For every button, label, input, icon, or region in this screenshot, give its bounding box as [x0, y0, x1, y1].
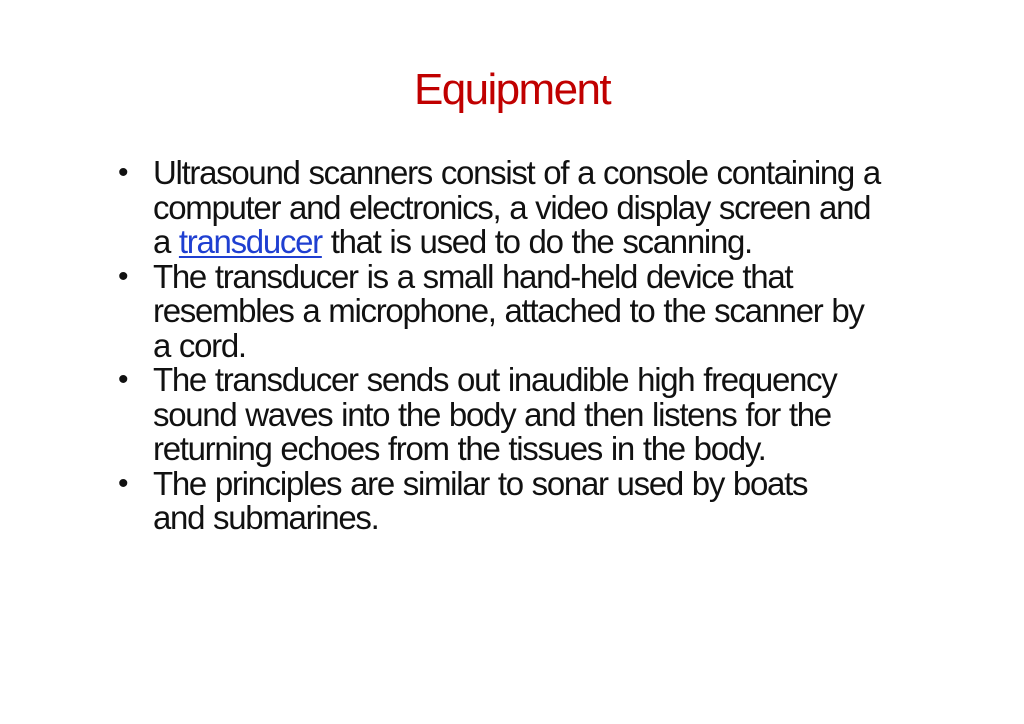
bullet-4-line-1: The principles are similar to sonar used by boats: [153, 464, 808, 502]
bullet-2-line-3: a cord.: [153, 326, 246, 364]
bullet-2-line-2: resembles a microphone, attached to the scanner by: [153, 292, 864, 329]
bullet-3-line-2: sound waves into the body and then listens for the: [153, 395, 831, 433]
bullet-list: [118, 156, 968, 536]
bullet-1-line-3-suffix: that is used to do the scanning.: [321, 223, 752, 260]
bullet-icon: •: [118, 466, 128, 500]
bullet-icon: •: [118, 363, 128, 396]
bullet-icon: •: [118, 156, 128, 189]
bullet-icon: •: [118, 259, 128, 293]
slide-title: Equipment: [414, 65, 610, 114]
bullet-1-line-2: computer and electronics, a video display screen and: [153, 188, 871, 226]
transducer-link[interactable]: transducer: [178, 223, 322, 260]
bullet-2-line-1: The transducer is a small hand-held device that: [153, 257, 793, 295]
bullet-3-line-1: The transducer sends out inaudible high frequency: [153, 361, 837, 398]
bullet-1-line-1: Ultrasound scanners consist of a console containing a: [153, 154, 880, 191]
bullet-4-line-2: and submarines.: [153, 499, 379, 536]
bullet-1-line-3: [153, 225, 968, 260]
bullet-item-4: [118, 464, 968, 536]
bullet-1-line-3-prefix: a: [153, 223, 179, 260]
bullet-item-2: [118, 257, 968, 364]
bullet-item-1: [118, 156, 968, 260]
bullet-3-line-3: returning echoes from the tissues in the body.: [153, 430, 766, 467]
bullet-item-3: [118, 363, 968, 467]
